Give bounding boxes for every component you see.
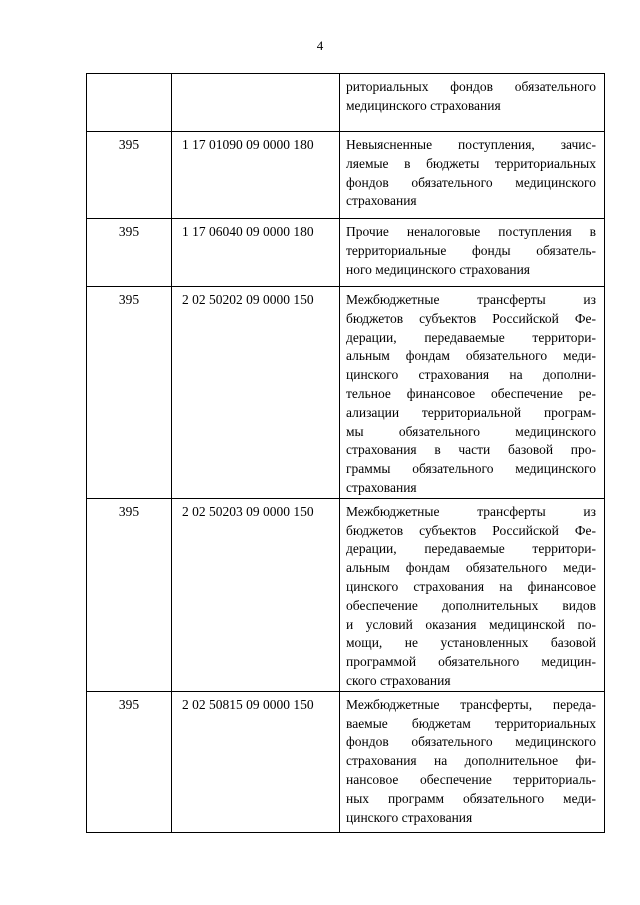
description-line: медицинского страхования <box>346 97 501 113</box>
budget-codes-table <box>86 73 605 833</box>
admin-code-cell: 395 <box>87 691 172 832</box>
description-line: Прочие неналоговые поступления в <box>346 224 596 239</box>
description-line: Невыясненные поступления, зачис- <box>346 137 596 152</box>
description-line: цинского страхования <box>346 809 473 825</box>
description-line: бюджетов субъектов Российской Фе- <box>346 310 596 326</box>
description-line: программой обязательного медицин- <box>346 654 596 670</box>
kbk-code-cell: 1 17 06040 09 0000 180 <box>172 219 340 287</box>
table-row <box>87 498 605 691</box>
description-cell <box>340 287 605 499</box>
description-line: мощи, не установленных базовой <box>346 635 596 651</box>
description-line: страхования <box>346 193 417 209</box>
description-line: тельное финансовое обеспечение ре- <box>346 385 596 401</box>
description-line: страхования <box>346 479 417 495</box>
description-line: территориальные фонды обязатель- <box>346 242 596 258</box>
table-row <box>87 74 605 132</box>
admin-code-cell <box>87 74 172 132</box>
admin-code-cell: 395 <box>87 132 172 219</box>
admin-code-cell: 395 <box>87 287 172 499</box>
kbk-code-cell: 2 02 50203 09 0000 150 <box>172 498 340 691</box>
description-line: страхования в части базовой про- <box>346 442 596 458</box>
description-cell <box>340 132 605 219</box>
description-line: фондов обязательного медицинского <box>346 734 596 750</box>
kbk-code-cell: 2 02 50202 09 0000 150 <box>172 287 340 499</box>
description-line: ского страхования <box>346 672 451 688</box>
admin-code-cell: 395 <box>87 498 172 691</box>
description-line: мы обязательного медицинского <box>346 423 596 439</box>
description-line: Межбюджетные трансферты, переда- <box>346 696 596 712</box>
description-line: дерации, передаваемые территори- <box>346 329 596 345</box>
kbk-code-cell: 2 02 50815 09 0000 150 <box>172 691 340 832</box>
description-cell <box>340 74 605 132</box>
kbk-code-cell <box>172 74 340 132</box>
description-line: бюджетов субъектов Российской Фе- <box>346 522 596 538</box>
description-line: граммы обязательного медицинского <box>346 461 596 477</box>
description-line: нансовое обеспечение территориаль- <box>346 771 596 787</box>
description-line: цинского страхования на финансовое <box>346 578 596 594</box>
description-line: обеспечение дополнительных видов <box>346 597 596 613</box>
description-line: ваемые бюджетам территориальных <box>346 715 596 731</box>
description-cell <box>340 498 605 691</box>
description-line: Межбюджетные трансферты из <box>346 503 596 519</box>
description-line: альным фондам обязательного меди- <box>346 560 596 576</box>
description-line: цинского страхования на дополни- <box>346 367 596 383</box>
table-row <box>87 219 605 287</box>
admin-code-cell: 395 <box>87 219 172 287</box>
description-line: альным фондам обязательного меди- <box>346 348 596 364</box>
table-row <box>87 287 605 499</box>
description-line: ляемые в бюджеты территориальных <box>346 155 596 171</box>
description-line: дерации, передаваемые территори- <box>346 541 596 557</box>
description-line: Межбюджетные трансферты из <box>346 292 596 307</box>
table-row <box>87 132 605 219</box>
description-line: и условий оказания медицинской по- <box>346 616 596 632</box>
table-row <box>87 691 605 832</box>
page-number: 4 <box>316 38 324 53</box>
description-line: фондов обязательного медицинского <box>346 174 596 190</box>
kbk-code-cell: 1 17 01090 09 0000 180 <box>172 132 340 219</box>
description-line: ных программ обязательного меди- <box>346 790 596 806</box>
description-line: страхования на дополнительное фи- <box>346 753 596 769</box>
description-line: ализации территориальной програм- <box>346 404 596 420</box>
description-line: риториальных фондов обязательного <box>346 79 596 94</box>
description-cell <box>340 219 605 287</box>
description-line: ного медицинского страхования <box>346 261 530 277</box>
description-cell <box>340 691 605 832</box>
table-body <box>87 74 605 833</box>
